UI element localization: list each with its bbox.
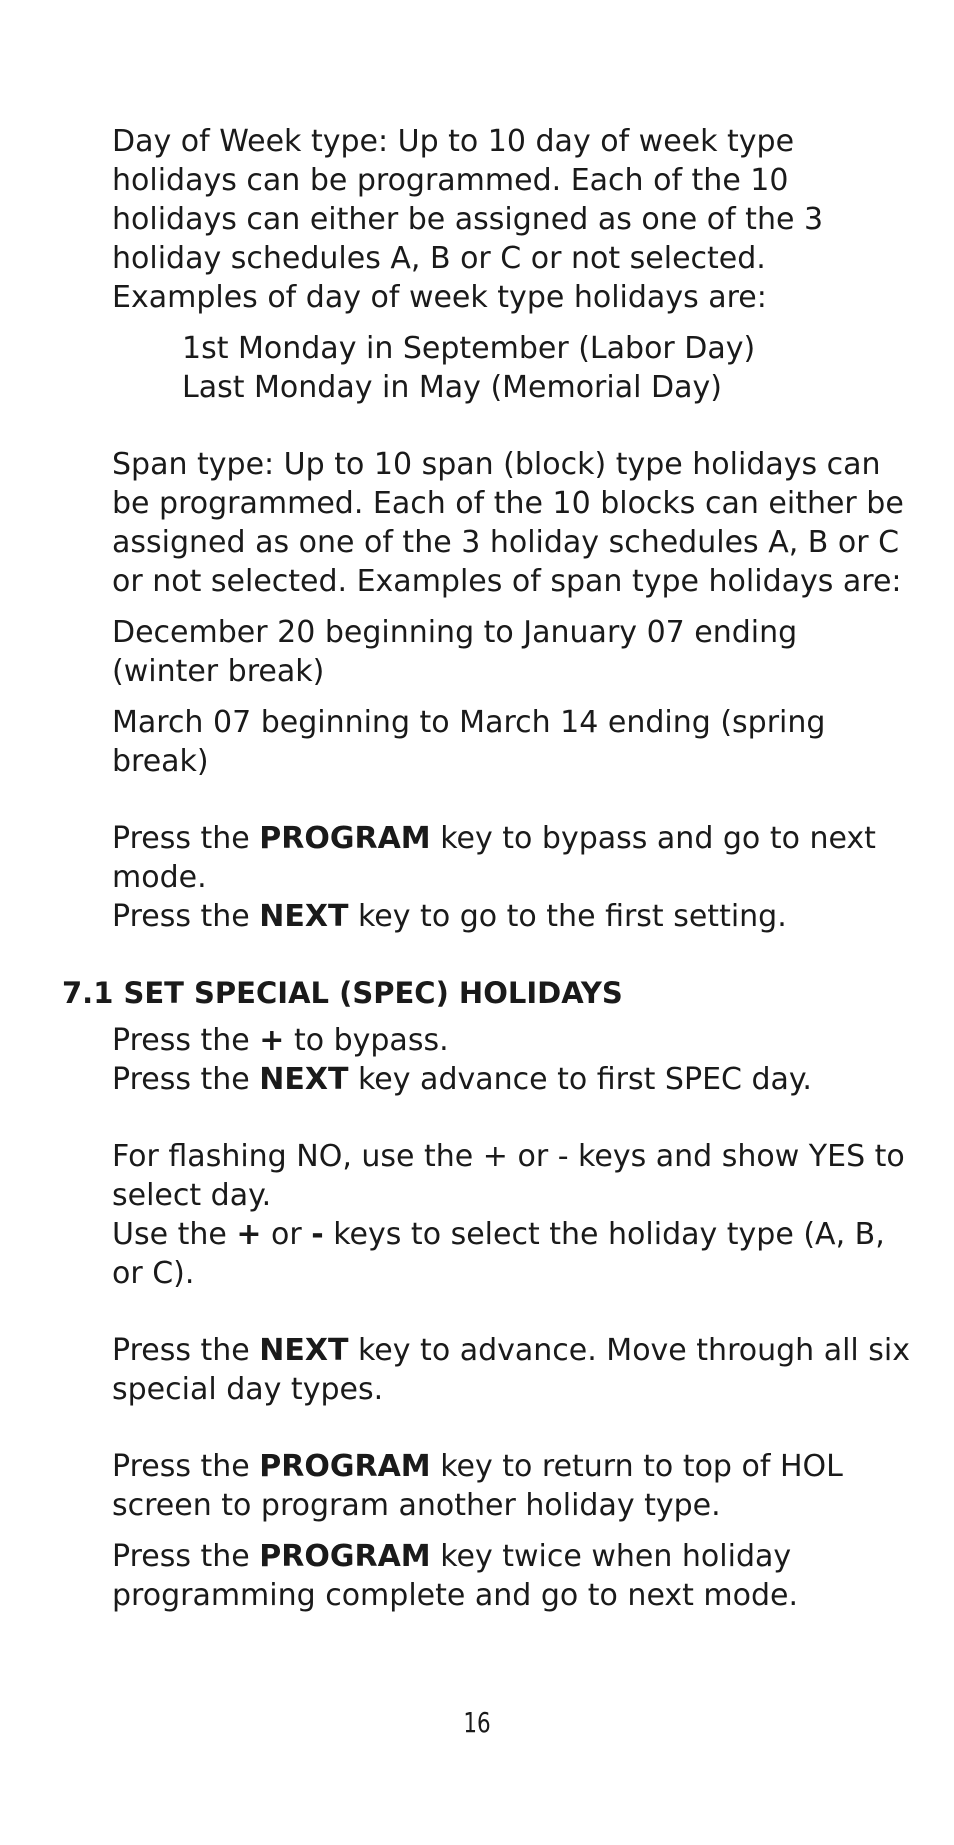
minus-key-label: - [311,1217,324,1252]
dow-example-2: Last Monday in May (Memorial Day) [182,370,722,405]
section-heading: 7.1 SET SPECIAL (SPEC) HOLIDAYS [62,976,623,1010]
intro-program-instruction [112,819,912,897]
plus-key-label: + [236,1217,262,1252]
advance-types-instruction [112,1331,912,1409]
next-key-label: NEXT [259,899,349,934]
program-key-label: PROGRAM [259,1449,431,1484]
select-type-instruction [112,1215,912,1293]
dow-example-1: 1st Monday in September (Labor Day) [182,331,756,366]
text: Press the [112,1449,260,1484]
text: key to bypass and go to next mode. [112,821,876,895]
flashing-no-instruction: For flashing NO, use the + or - keys and show YES to select day. [112,1139,905,1213]
text: or [261,1217,312,1252]
document-body [62,122,912,1615]
text: key to return to top of HOL screen to program another holiday type. [112,1449,843,1523]
page-number: 16 [463,1706,491,1739]
next-key-label: NEXT [259,1062,349,1097]
text: key advance to first SPEC day. [348,1062,812,1097]
intro-next-instruction [112,897,912,936]
text: to bypass. [284,1023,449,1058]
text: Press the [112,899,260,934]
bypass-instruction [112,1021,912,1060]
text: key to go to the first setting. [348,899,787,934]
dow-paragraph: Day of Week type: Up to 10 day of week type holidays can be programmed. Each of the 10 holidays can either be assigned as one of the 3 holiday schedules A, B or C or not selected. Examples of day of week type holidays are: [112,124,824,315]
text: key twice when holiday programming complete and go to next mode. [112,1539,799,1613]
text: Press the [112,1023,260,1058]
text: key to advance. Move through all six special day types. [112,1333,911,1407]
advance-spec-instruction [112,1060,912,1099]
plus-key-label: + [259,1023,285,1058]
complete-instruction [112,1537,912,1615]
text: Press the [112,1333,260,1368]
span-example-1: December 20 beginning to January 07 ending (winter break) [112,615,798,689]
text: Press the [112,1062,260,1097]
span-example-2: March 07 beginning to March 14 ending (spring break) [112,705,826,779]
program-key-label: PROGRAM [259,1539,431,1574]
text: keys to select the holiday type (A, B, or C). [112,1217,885,1291]
text: Use the [112,1217,237,1252]
span-paragraph: Span type: Up to 10 span (block) type holidays can be programmed. Each of the 10 blocks can either be assigned as one of the 3 holiday schedules A, B or C or not selected. Examples of span type holidays are: [112,447,904,599]
text: Press the [112,821,260,856]
program-key-label: PROGRAM [259,821,431,856]
text: Press the [112,1539,260,1574]
return-top-instruction [112,1447,912,1525]
next-key-label: NEXT [259,1333,349,1368]
